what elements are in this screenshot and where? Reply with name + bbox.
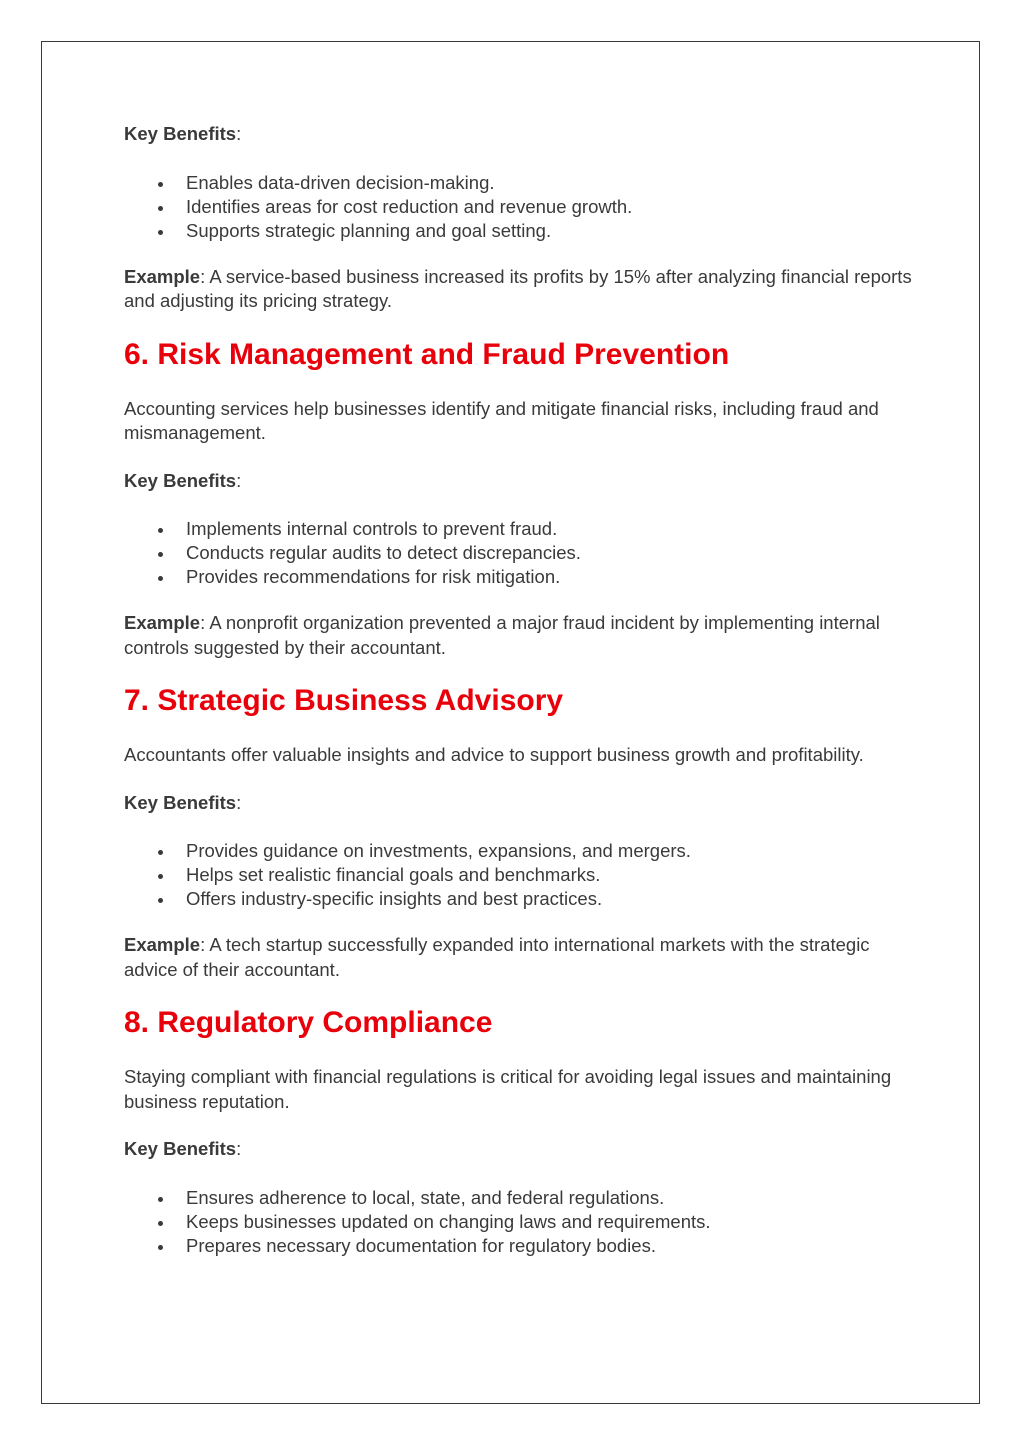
key-benefits-label: Key Benefits: [124, 1138, 242, 1159]
list-item: Supports strategic planning and goal setting. [124, 219, 914, 243]
bullet-icon [158, 850, 163, 855]
list-item: Identifies areas for cost reduction and revenue growth. [124, 195, 914, 219]
list-item: Provides guidance on investments, expansions, and mergers. [124, 839, 914, 863]
benefits-list [124, 839, 914, 911]
bullet-icon [158, 230, 163, 235]
section-heading: 6. Risk Management and Fraud Prevention [124, 337, 730, 371]
section-description: Accounting services help businesses identify and mitigate financial risks, including fraud and mismanagement. [124, 397, 879, 443]
key-benefits-label: Key Benefits: [124, 123, 242, 144]
benefits-list [124, 1186, 914, 1258]
list-item: Helps set realistic financial goals and benchmarks. [124, 863, 914, 887]
benefits-list [124, 517, 914, 589]
bullet-icon [158, 898, 163, 903]
list-item: Provides recommendations for risk mitigation. [124, 565, 914, 589]
list-item: Offers industry-specific insights and best practices. [124, 887, 914, 911]
list-item: Ensures adherence to local, state, and federal regulations. [124, 1186, 914, 1210]
page-content [124, 122, 914, 1280]
benefits-list [124, 171, 914, 243]
bullet-icon [158, 1245, 163, 1250]
bullet-icon [158, 206, 163, 211]
bullet-icon [158, 874, 163, 879]
example-paragraph: Example: A tech startup successfully expanded into international markets with the strategic advice of their accountant. [124, 934, 870, 980]
key-benefits-label: Key Benefits: [124, 469, 242, 491]
bullet-icon [158, 1221, 163, 1226]
list-item: Prepares necessary documentation for regulatory bodies. [124, 1234, 914, 1258]
list-item: Enables data-driven decision-making. [124, 171, 914, 195]
bullet-icon [158, 1197, 163, 1202]
bullet-icon [158, 576, 163, 581]
section-heading: 8. Regulatory Compliance [124, 1006, 493, 1039]
section-description: Staying compliant with financial regulations is critical for avoiding legal issues and maintaining business reputation. [124, 1066, 892, 1112]
section-description: Accountants offer valuable insights and advice to support business growth and profitability. [124, 744, 864, 765]
list-item: Implements internal controls to prevent fraud. [124, 517, 914, 541]
list-item: Conducts regular audits to detect discrepancies. [124, 541, 914, 565]
example-paragraph: Example: A service-based business increased its profits by 15% after analyzing financial reports and adjusting its pricing strategy. [124, 265, 912, 311]
example-paragraph: Example: A nonprofit organization prevented a major fraud incident by implementing internal controls suggested by their accountant. [124, 612, 880, 658]
section-heading: 7. Strategic Business Advisory [124, 684, 564, 717]
key-benefits-label: Key Benefits: [124, 791, 242, 813]
list-item: Keeps businesses updated on changing laws and requirements. [124, 1210, 914, 1234]
bullet-icon [158, 528, 163, 533]
document-page [41, 41, 980, 1404]
bullet-icon [158, 182, 163, 187]
bullet-icon [158, 552, 163, 557]
